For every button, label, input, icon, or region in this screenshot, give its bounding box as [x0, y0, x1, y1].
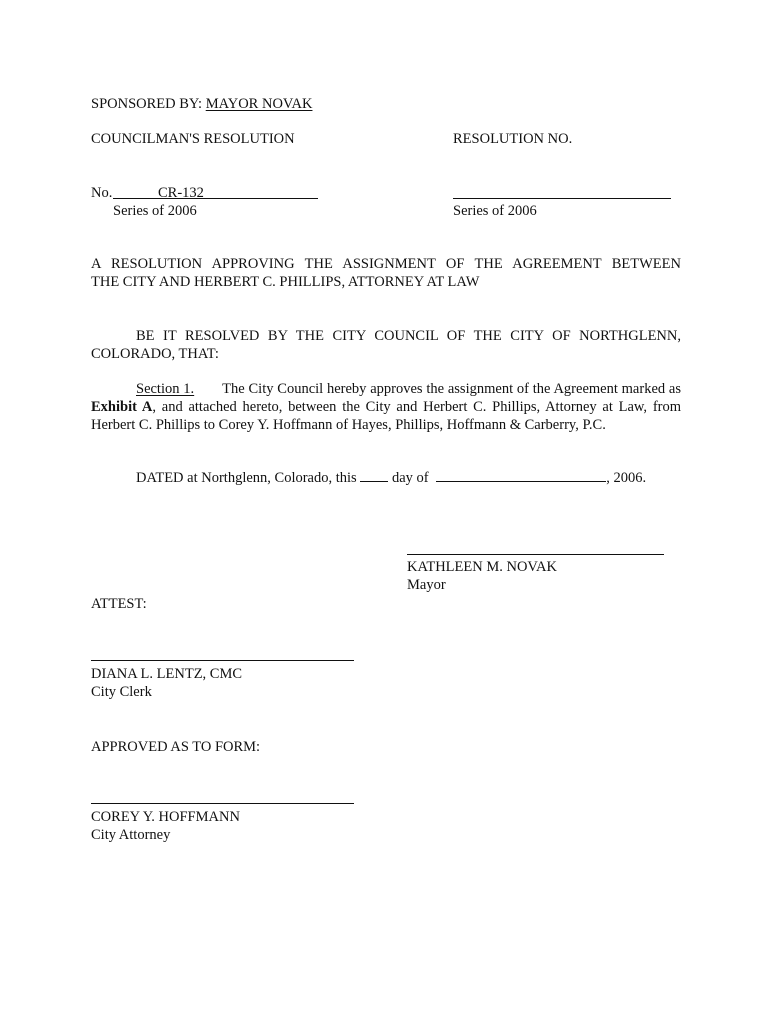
clerk-signature-line: [91, 660, 354, 661]
mayor-signature-line: [407, 554, 664, 555]
sponsor-name: MAYOR NOVAK: [205, 96, 313, 112]
mayor-name: KATHLEEN M. NOVAK: [407, 559, 557, 575]
mayor-title: Mayor: [407, 577, 446, 593]
no-label: No.: [91, 185, 113, 201]
no-underline: [113, 198, 318, 199]
clerk-title: City Clerk: [91, 684, 152, 700]
day-blank: [360, 469, 388, 482]
section-label: Section 1.: [136, 381, 195, 397]
resolution-title: [91, 255, 681, 291]
resolution-no-label: RESOLUTION NO.: [453, 131, 573, 147]
resolved-line-2: COLORADO, THAT:: [91, 346, 219, 362]
title-line-2: THE CITY AND HERBERT C. PHILLIPS, ATTORNEY AT LAW: [91, 274, 480, 290]
exhibit-label: Exhibit A: [91, 399, 153, 415]
month-blank: [436, 469, 606, 482]
resolved-paragraph: [91, 327, 681, 363]
clerk-name: DIANA L. LENTZ, CMC: [91, 666, 243, 682]
series-right: Series of 2006: [453, 203, 537, 219]
section-1-paragraph: [91, 380, 681, 434]
sponsor-line: [91, 95, 312, 113]
approved-label: APPROVED AS TO FORM:: [91, 739, 261, 755]
section-text-a: The City Council hereby approves the assignment of the Agreement marked as: [222, 381, 682, 397]
attorney-title: City Attorney: [91, 827, 171, 843]
councilman-resolution-label: COUNCILMAN'S RESOLUTION: [91, 131, 295, 147]
sponsored-label: SPONSORED BY:: [91, 96, 203, 112]
attorney-name: COREY Y. HOFFMANN: [91, 809, 240, 825]
dated-day-of: day of: [391, 470, 429, 486]
dated-year: , 2006.: [606, 470, 647, 486]
attorney-signature-line: [91, 803, 354, 804]
resolution-no-blank-line: [453, 198, 671, 199]
dated-prefix: DATED at Northglenn, Colorado, this: [136, 470, 357, 486]
no-value: CR-132: [158, 185, 204, 201]
section-text-b: , and attached hereto, between the City and Herbert C. Phillips, Attorney at Law, from Herbert C. Phillips to Corey Y. Hoffmann of Hayes, Phillips, Hoffmann & Carberry, P.C.: [91, 399, 682, 433]
resolved-line-1: BE IT RESOLVED BY THE CITY COUNCIL OF THE CITY OF NORTHGLENN,: [136, 328, 681, 344]
title-line-1: A RESOLUTION APPROVING THE ASSIGNMENT OF THE AGREEMENT BETWEEN: [91, 256, 681, 272]
series-left: Series of 2006: [113, 203, 197, 219]
attest-label: ATTEST:: [91, 596, 147, 612]
dated-line: [136, 469, 646, 487]
